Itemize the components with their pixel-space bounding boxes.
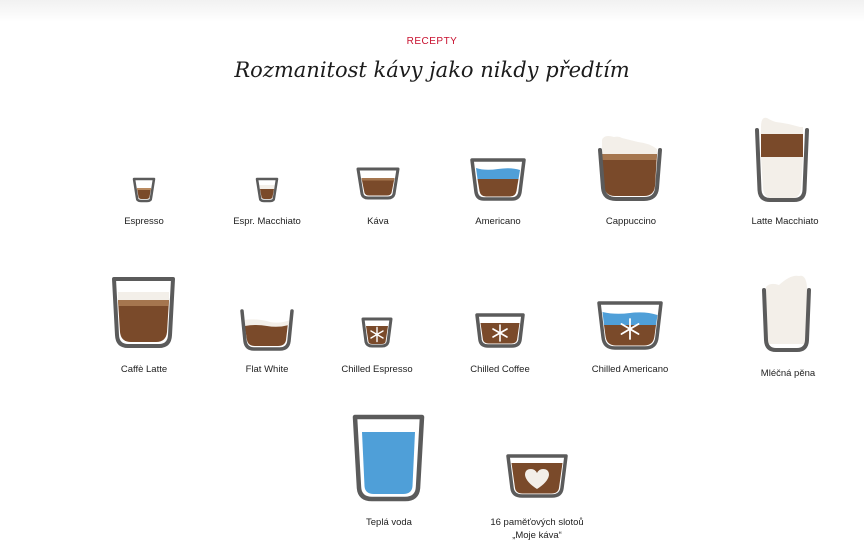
drink-label: Cappuccino [605, 216, 657, 227]
drink-label [462, 516, 612, 542]
drink-label: Americano [475, 216, 521, 227]
chilled-coffee-cup-icon [425, 262, 575, 362]
drink-label: Chilled Espresso [341, 364, 413, 375]
drink-label: Chilled Coffee [470, 364, 530, 375]
my-coffee-heart-cup-icon [462, 410, 612, 510]
drink-latte-macchiato[interactable] [710, 110, 860, 235]
drink-cappuccino[interactable] [556, 110, 706, 235]
page-title: Rozmanitost kávy jako nikdy předtím [234, 58, 630, 82]
milk-foam-glass-icon [713, 262, 863, 362]
drink-label: Teplá voda [366, 517, 412, 528]
drink-label: Mléčná pěna [760, 368, 816, 379]
top-bar-fade [0, 0, 864, 22]
chilled-americano-cup-icon [555, 262, 705, 362]
drink-label: Chilled Americano [591, 364, 669, 375]
americano-cup-icon [423, 110, 573, 210]
cappuccino-glass-icon [556, 110, 706, 210]
drink-milk-foam[interactable] [713, 262, 863, 387]
drink-chilled-coffee[interactable] [425, 262, 575, 387]
drink-label: Flat White [245, 364, 289, 375]
drink-label: Espr. Macchiato [233, 216, 301, 227]
drink-label: Káva [367, 216, 389, 227]
drink-label: Caffè Latte [120, 364, 168, 375]
latte-macchiato-glass-icon [710, 110, 860, 210]
drink-americano[interactable] [423, 110, 573, 235]
drink-label: Espresso [124, 216, 164, 227]
drink-my-coffee[interactable] [462, 410, 612, 540]
drink-chilled-americano[interactable] [555, 262, 705, 387]
drink-label-line-2: „Moje káva“ [512, 530, 562, 541]
drink-label: Latte Macchiato [751, 216, 819, 227]
drink-label-line-1: 16 paměťových slotoů [490, 517, 584, 528]
section-eyebrow: RECEPTY [406, 36, 458, 47]
hot-water-glass-icon [314, 410, 464, 510]
drink-hot-water[interactable] [314, 410, 464, 535]
